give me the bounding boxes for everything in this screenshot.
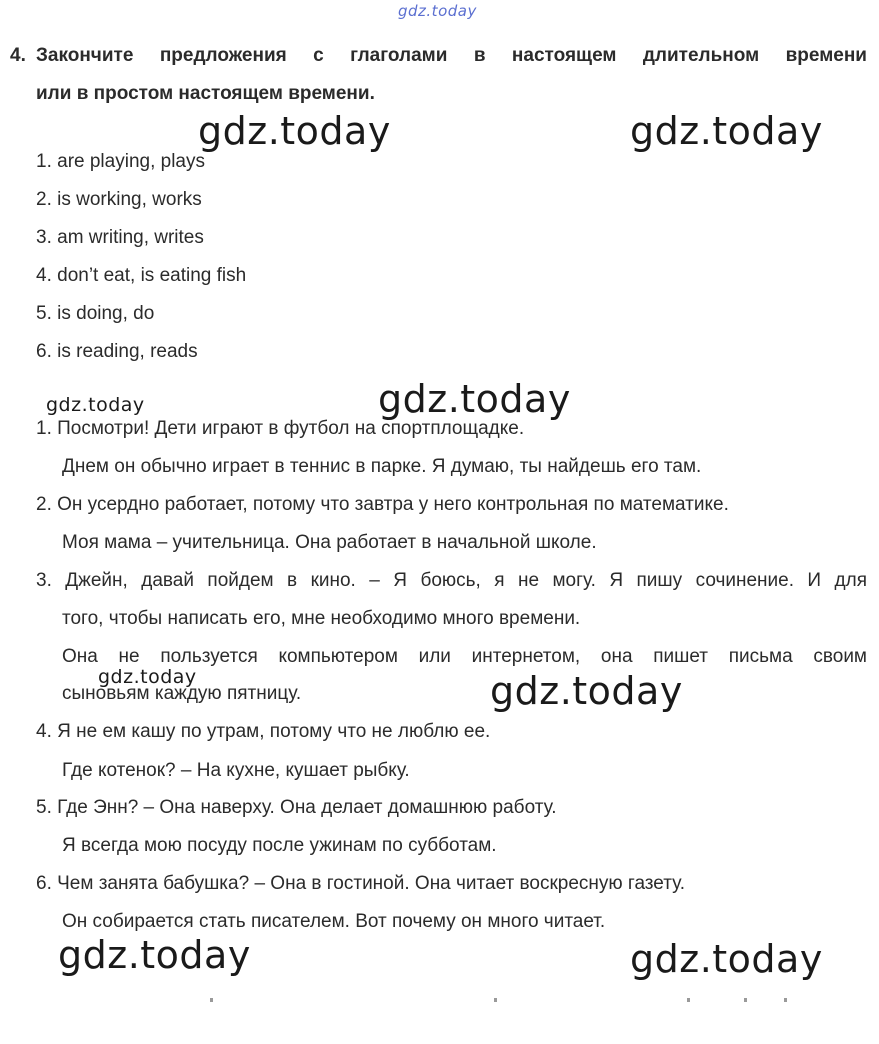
- answer-item: 4. don’t eat, is eating fish: [36, 265, 247, 286]
- translation-line: 2. Он усердно работает, потому что завтра у него контрольная по математике.: [36, 494, 729, 515]
- translation-line: 6. Чем занята бабушка? – Она в гостиной. Она читает воскресную газету.: [36, 873, 686, 894]
- watermark-top: gdz.today: [398, 2, 477, 20]
- watermark: gdz.today: [630, 109, 823, 153]
- scan-mark: [210, 998, 213, 1002]
- translation-line: Моя мама – учительница. Она работает в начальной школе.: [62, 532, 597, 553]
- translation-line: 3. Джейн, давай пойдем в кино. – Я боюсь, я не могу. Я пишу сочинение. И для: [36, 570, 867, 591]
- watermark: gdz.today: [630, 937, 823, 981]
- answer-item: 3. am writing, writes: [36, 227, 204, 248]
- scan-mark: [687, 998, 690, 1002]
- watermark: gdz.today: [490, 669, 683, 713]
- watermark: gdz.today: [46, 394, 145, 416]
- watermark: gdz.today: [198, 109, 391, 153]
- task-heading: [10, 37, 867, 113]
- translation-line: Днем он обычно играет в теннис в парке. Я думаю, ты найдешь его там.: [62, 456, 702, 477]
- task-line-1: Закончите предложения с глаголами в настоящем длительном времени: [36, 45, 867, 66]
- answer-item: 1. are playing, plays: [36, 151, 205, 172]
- task-line-2: или в простом настоящем времени.: [36, 83, 375, 104]
- watermark: gdz.today: [378, 377, 571, 421]
- translation-line: сыновьям каждую пятницу.: [62, 683, 302, 704]
- scan-mark: [784, 998, 787, 1002]
- translation-line: 5. Где Энн? – Она наверху. Она делает домашнюю работу.: [36, 797, 557, 818]
- scan-mark: [744, 998, 747, 1002]
- task-number: 4.: [10, 45, 26, 66]
- watermark: gdz.today: [98, 666, 197, 688]
- translation-line: Он собирается стать писателем. Вот почему он много читает.: [62, 911, 606, 932]
- answer-item: 6. is reading, reads: [36, 341, 198, 362]
- translation-line: Я всегда мою посуду после ужинам по субботам.: [62, 835, 497, 856]
- answer-item: 2. is working, works: [36, 189, 202, 210]
- translation-line: 1. Посмотри! Дети играют в футбол на спортплощадке.: [36, 418, 525, 439]
- translation-line: того, чтобы написать его, мне необходимо много времени.: [62, 608, 581, 629]
- answer-item: 5. is doing, do: [36, 303, 155, 324]
- translation-line: Где котенок? – На кухне, кушает рыбку.: [62, 760, 410, 781]
- translation-line: Она не пользуется компьютером или интернетом, она пишет письма своим: [62, 646, 867, 667]
- translation-line: 4. Я не ем кашу по утрам, потому что не люблю ее.: [36, 721, 491, 742]
- watermark: gdz.today: [58, 933, 251, 977]
- scan-mark: [494, 998, 497, 1002]
